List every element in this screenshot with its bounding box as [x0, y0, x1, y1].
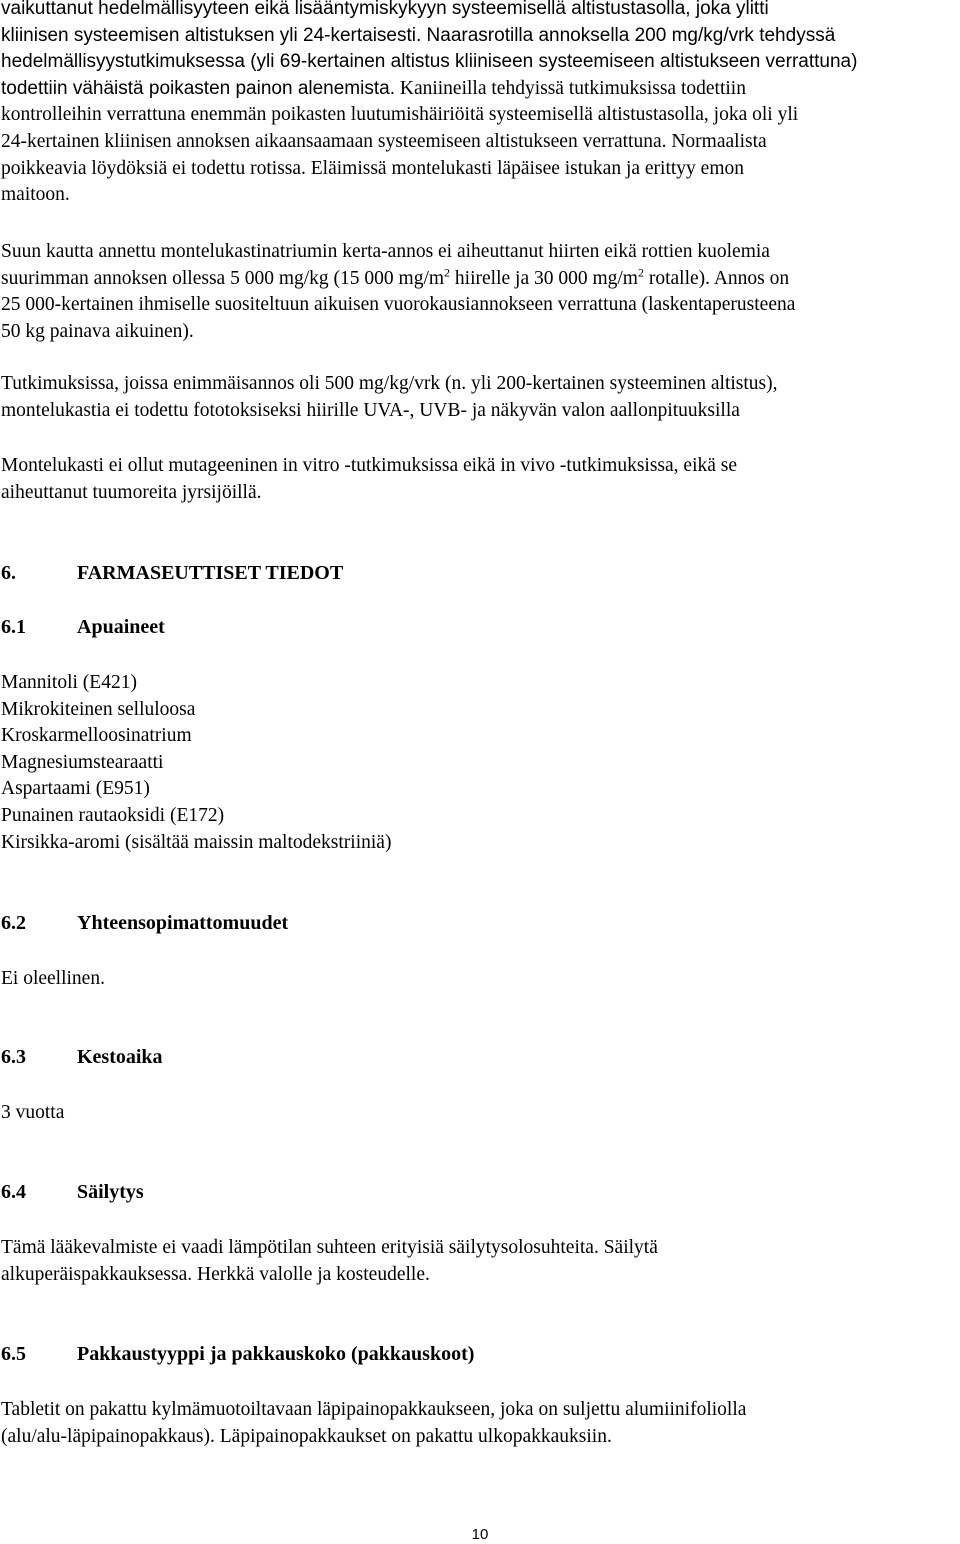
intro-sans-text: vaikuttanut hedelmällisyyteen eikä lisääntymiskykyyn systeemisellä altistustasolla, joka ylitti kliinisen systeemisen altistuksen yli 24-kertaisesti. Naarasrotilla annoksella 200 mg/kg/vrk tehdyssä hedelmällisyystutkimuksessa (yli 69-kertainen altistus kliiniseen systeemiseen altistukseen verrattuna) todettiin vähäistä poikasten painon alenemista. [1, 0, 858, 99]
section-number: 6.4 [1, 1181, 26, 1203]
section-6-3-text: 3 vuotta [1, 1102, 65, 1123]
excipients-list [1, 670, 391, 856]
section-title: Kestoaika [77, 1046, 163, 1068]
section-title: Yhteensopimattomuudet [77, 912, 289, 934]
list-item: Kirsikka-aromi (sisältää maissin maltodekstriiniä) [1, 831, 392, 853]
section-title: Apuaineet [77, 616, 165, 638]
section-6-4-text: Tämä lääkevalmiste ei vaadi lämpötilan suhteen erityisiä säilytysolosuhteita. Säilytä alkuperäispakkauksessa. Herkkä valolle ja kosteudelle. [1, 1237, 658, 1285]
section-number: 6.1 [1, 616, 26, 638]
intro-paragraph [1, 0, 857, 209]
section-number: 6.5 [1, 1343, 26, 1365]
single-dose-paragraph [1, 239, 795, 345]
section-title: FARMASEUTTISET TIEDOT [77, 562, 344, 584]
mutagenicity-paragraph: Montelukasti ei ollut mutageeninen in vitro -tutkimuksissa eikä in vivo -tutkimuksissa, eikä se aiheuttanut tuumoreita jyrsijöillä. [1, 455, 738, 503]
list-item: Mikrokiteinen selluloosa [1, 698, 196, 720]
section-6-heading [1, 562, 343, 585]
superscript: 2 [444, 265, 451, 280]
section-6-2-text: Ei oleellinen. [1, 968, 105, 989]
single-dose-text-2: hiirelle ja 30 000 mg/m [450, 267, 638, 289]
section-title: Säilytys [77, 1181, 144, 1203]
list-item: Mannitoli (E421) [1, 672, 137, 693]
section-6-3-heading [1, 1046, 163, 1069]
section-number: 6.2 [1, 912, 26, 934]
list-item: Magnesiumstearaatti [1, 751, 164, 773]
page-number: 10 [471, 1526, 489, 1543]
intro-serif-text: Kaniineilla tehdyissä tutkimuksissa todettiin kontrolleihin verrattuna enemmän poikasten luutumishäiriöitä systeemisellä altistustasolla, joka oli yli 24-kertainen kliinisen annoksen aikaansaamaan systeemiseen altistukseen verrattuna. Normaalista poikkeavia löydöksiä ei todettu rotissa. Eläimissä montelukasti läpäisee istukan ja erittyy emon maitoon. [1, 77, 799, 206]
section-6-1-heading [1, 616, 165, 639]
section-number: 6.3 [1, 1046, 26, 1068]
section-number: 6. [1, 562, 16, 584]
single-dose-text-3: rotalle). Annos on 25 000-kertainen ihmiselle suositeltuun aikuisen vuorokausiannokseen verrattuna (laskentaperusteena 50 kg painava aikuinen). [1, 267, 796, 342]
single-dose-text-1: Suun kautta annettu montelukastinatriumin kerta-annos ei aiheuttanut hiirten eikä rottien kuolemia suurimman annoksen ollessa 5 000 mg/kg (15 000 mg/m [1, 241, 770, 289]
section-6-4-heading [1, 1181, 144, 1204]
section-6-5-heading [1, 1343, 474, 1366]
phototoxicity-paragraph: Tutkimuksissa, joissa enimmäisannos oli 500 mg/kg/vrk (n. yli 200-kertainen systeeminen altistus), montelukastia ei todettu fototoksiseksi hiirille UVA-, UVB- ja näkyvän valon aallonpituuksilla [1, 373, 778, 421]
list-item: Punainen rautaoksidi (E172) [1, 804, 225, 826]
section-6-2-heading [1, 912, 288, 935]
list-item: Aspartaami (E951) [1, 778, 150, 800]
section-title: Pakkaustyyppi ja pakkauskoko (pakkauskoot) [77, 1343, 475, 1365]
section-6-5-text: Tabletit on pakattu kylmämuotoiltavaan läpipainopakkaukseen, joka on suljettu alumiinifoliolla (alu/alu-läpipainopakkaus). Läpipainopakkaukset on pakattu ulkopakkauksiin. [1, 1399, 747, 1447]
list-item: Kroskarmelloosinatrium [1, 725, 192, 747]
superscript: 2 [637, 265, 644, 280]
